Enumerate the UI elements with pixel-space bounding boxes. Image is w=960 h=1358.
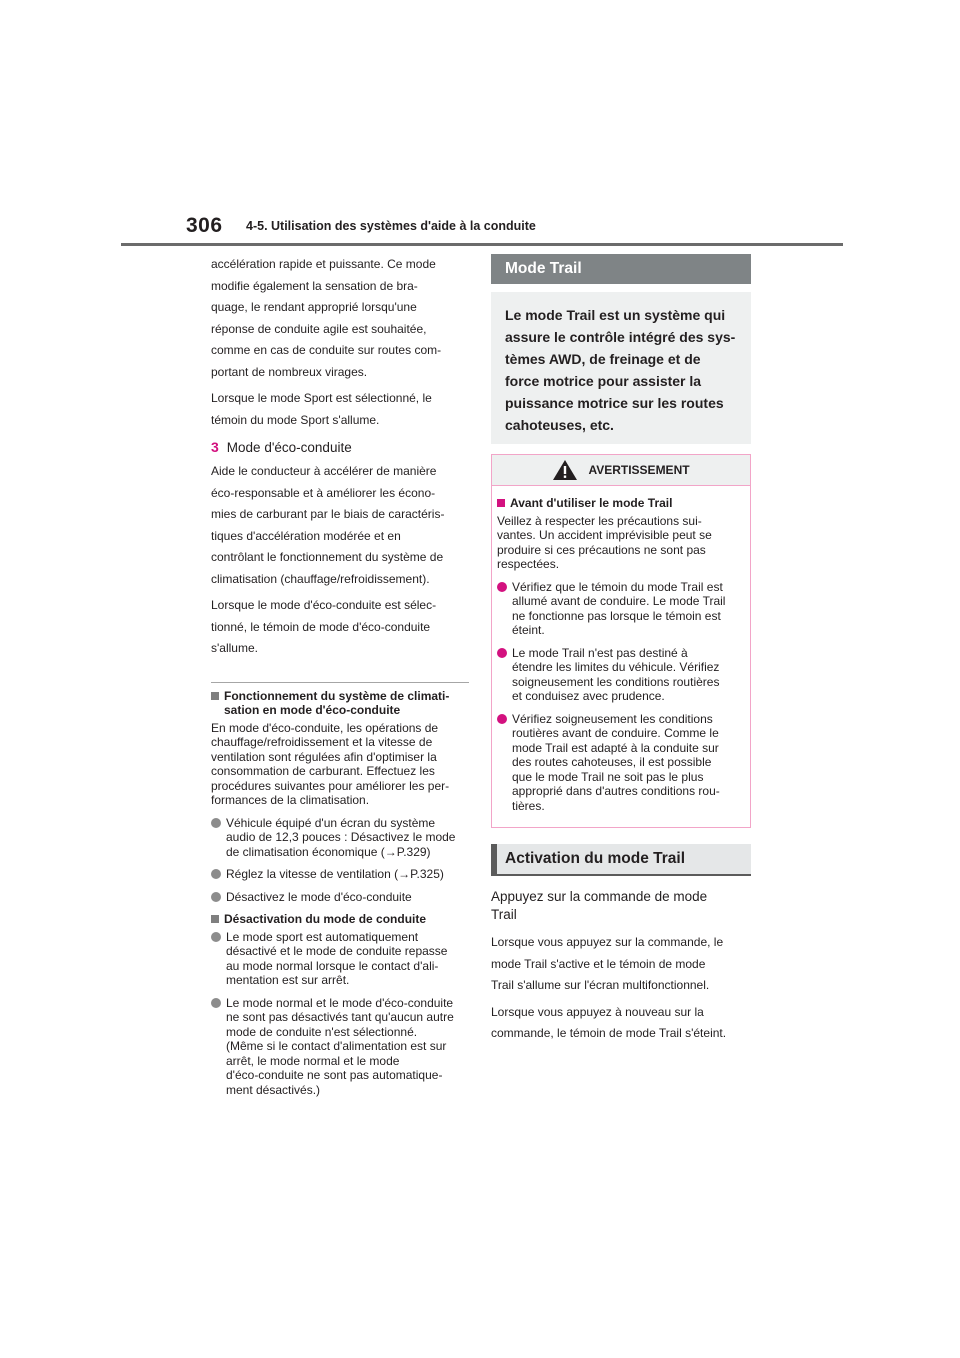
paragraph [211, 254, 469, 383]
warning-header [492, 455, 750, 486]
warning-title: AVERTISSEMENT [588, 463, 690, 477]
text-line: arrêt, le mode normal et le mode [226, 1053, 400, 1068]
text-line: au mode normal lorsque le contact d'ali- [226, 958, 439, 973]
text-line: ne sont pas désactivés tant qu'aucun autre [226, 1010, 454, 1024]
list-item [211, 930, 469, 988]
bullet-dot-icon [497, 582, 507, 592]
list-item-text [226, 890, 412, 905]
text-line: allumé avant de conduire. Le mode Trail [512, 594, 726, 608]
right-column [491, 254, 751, 1050]
text-line: chauffage/refroidissement et la vitesse de [211, 735, 433, 749]
text-line: respectées. [497, 557, 560, 571]
chapter-title: 4-5. Utilisation des systèmes d'aide à la conduite [246, 219, 536, 233]
bullet-dot-icon [211, 998, 221, 1008]
text-line: comme en cas de conduite sur routes com- [211, 343, 442, 357]
text-line: cahoteuses, etc. [505, 417, 614, 433]
text-line: approprié dans d'autres conditions rou- [512, 784, 720, 798]
text-line: tèmes AWD, de freinage et de [505, 351, 701, 367]
text-line: Lorsque le mode Sport est sélectionné, le [211, 391, 432, 405]
text-line: tières. [512, 798, 545, 813]
square-bullet-icon [211, 915, 219, 923]
text-line: mentation est sur arrêt. [226, 973, 350, 987]
note-heading [497, 496, 745, 511]
text-line: tiques d'accélération modérée et en [211, 528, 401, 543]
list-item [497, 712, 745, 814]
text-line: témoin du mode Sport s'allume. [211, 412, 380, 427]
text-line: quage, le rendant approprié lorsqu'une [211, 300, 417, 314]
intro-box [491, 292, 751, 444]
step-number: 3 [211, 439, 219, 455]
text-line: formances de la climatisation. [211, 793, 370, 807]
text-line: et conduisez avec prudence. [512, 689, 665, 703]
paragraph [491, 932, 751, 997]
text-line: portant de nombreux virages. [211, 364, 368, 379]
text-line: Lorsque le mode d'éco-conduite est sélec- [211, 598, 437, 612]
text-line: Le mode normal et le mode d'éco-conduite [226, 995, 454, 1010]
list-item [211, 816, 469, 860]
header-rule [121, 243, 843, 246]
note-heading-text [510, 496, 672, 511]
list-item-text [512, 646, 719, 704]
text-line: Vérifiez que le témoin du mode Trail est [512, 579, 723, 594]
section-title: Activation du mode Trail [505, 850, 685, 867]
text-line: Trail s'allume sur l'écran multifonctionnel. [491, 978, 710, 992]
paragraph [211, 388, 469, 431]
text-line: mode de conduite n'est sélectionné. [226, 1024, 418, 1039]
text-line: tionné, le témoin de mode d'éco-conduite [211, 619, 431, 634]
text-line: éco-responsable et à améliorer les écono- [211, 485, 436, 500]
note-heading-text [224, 689, 449, 718]
step-label: Mode d'éco-conduite [226, 440, 352, 455]
text-line: Désactivation du mode de conduite [224, 912, 427, 926]
list-item-text [226, 816, 455, 860]
text-line: Désactivez le mode d'éco-conduite [226, 889, 412, 904]
text-line: mies de carburant par le biais de caractéris- [211, 507, 445, 521]
step-heading [211, 439, 469, 455]
text-line: Réglez la vitesse de ventilation (→P.325) [226, 867, 444, 881]
text-line: routières avant de conduire. Comme le [512, 726, 719, 740]
list-item-text [512, 712, 720, 814]
text-line: produire si ces précautions ne sont pas [497, 542, 706, 557]
warning-box [491, 454, 751, 828]
text-line: contrôlant le fonctionnement du système de [211, 550, 444, 564]
text-line: climatisation (chauffage/refroidissement). [211, 571, 430, 586]
note-heading-text [224, 912, 426, 927]
list-item-text [512, 580, 725, 638]
text-line: Lorsque vous appuyez sur la commande, le [491, 935, 724, 949]
text-line: procédures suivantes pour améliorer les per- [211, 778, 450, 793]
page-number: 306 [186, 214, 223, 237]
text-line: audio de 12,3 pouces : Désactivez le mode [226, 830, 456, 844]
square-bullet-icon [497, 499, 505, 507]
text-line: Aide le conducteur à accélérer de manière [211, 464, 437, 478]
text-line: Avant d'utiliser le mode Trail [510, 496, 673, 510]
note-heading [211, 689, 469, 718]
text-line: Lorsque vous appuyez à nouveau sur la [491, 1004, 704, 1019]
paragraph [211, 595, 469, 660]
bullet-dot-icon [497, 714, 507, 724]
text-line: ventilation sont régulées afin d'optimiser la [211, 749, 437, 764]
text-line: Le mode sport est automatiquement [226, 929, 419, 944]
text-line: modifie également la sensation de bra- [211, 278, 418, 293]
list-item-text [226, 867, 444, 882]
text-line: étendre les limites du véhicule. Vérifiez [512, 660, 720, 674]
text-line: ne fonctionne pas lorsque le témoin est [512, 608, 721, 623]
text-line: ment désactivés.) [226, 1082, 321, 1097]
text-line: s'allume. [211, 641, 258, 655]
text-line: Le mode Trail n'est pas destiné à [512, 645, 688, 660]
text-line: Veillez à respecter les précautions sui- [497, 513, 702, 528]
list-item-text [226, 996, 454, 1098]
text-line: Vérifiez soigneusement les conditions [512, 711, 713, 726]
text-line: assure le contrôle intégré des sys- [505, 329, 736, 345]
note-text [211, 721, 469, 808]
text-line: En mode d'éco-conduite, les opérations de [211, 720, 439, 735]
warning-body [492, 486, 750, 813]
bullet-dot-icon [497, 648, 507, 658]
text-line: vantes. Un accident imprévisible peut se [497, 528, 712, 542]
text-line: Appuyez sur la commande de mode [491, 889, 708, 904]
text-line: mode Trail s'active et le témoin de mode [491, 956, 706, 971]
note-text [497, 514, 745, 572]
left-column [211, 254, 469, 1105]
text-line: Le mode Trail est un système qui [505, 307, 726, 323]
bullet-dot-icon [211, 892, 221, 902]
warning-triangle-icon [552, 459, 578, 481]
paragraph [211, 461, 469, 590]
text-line: mode Trail est adapté à la conduite sur [512, 740, 719, 755]
list-item [211, 890, 469, 905]
square-bullet-icon [211, 692, 219, 700]
text-line: éteint. [512, 623, 545, 637]
text-line: accélération rapide et puissante. Ce mode [211, 257, 436, 271]
list-item [211, 867, 469, 882]
text-line: (Même si le contact d'alimentation est sur [226, 1039, 447, 1053]
note-heading [211, 912, 469, 927]
text-line: consommation de carburant. Effectuez les [211, 764, 435, 778]
text-line: force motrice pour assister la [505, 373, 702, 389]
action-instruction [491, 888, 751, 924]
text-line: soigneusement les conditions routières [512, 674, 720, 689]
text-line: sation en mode d'éco-conduite [224, 703, 401, 717]
bullet-dot-icon [211, 932, 221, 942]
section-title: Mode Trail [505, 260, 582, 277]
bullet-dot-icon [211, 818, 221, 828]
text-line: désactivé et le mode de conduite repasse [226, 944, 448, 958]
text-line: d'éco-conduite ne sont pas automatique- [226, 1068, 443, 1082]
text-line: commande, le témoin de mode Trail s'éteint. [491, 1026, 727, 1040]
text-line: Trail [491, 907, 517, 922]
section-header [491, 844, 751, 876]
section-header [491, 254, 751, 284]
text-line: Fonctionnement du système de climati- [224, 688, 450, 703]
list-item [497, 580, 745, 638]
paragraph [491, 1002, 751, 1045]
bullet-dot-icon [211, 869, 221, 879]
text-line: réponse de conduite agile est souhaitée, [211, 321, 427, 336]
list-item [211, 996, 469, 1098]
section-divider [211, 682, 469, 683]
text-line: de climatisation économique (→P.329) [226, 844, 431, 859]
list-item-text [226, 930, 447, 988]
list-item [497, 646, 745, 704]
text-line: Véhicule équipé d'un écran du système [226, 815, 436, 830]
text-line: puissance motrice sur les routes [505, 395, 724, 411]
text-line: que le mode Trail ne soit pas le plus [512, 769, 704, 784]
text-line: des routes cahoteuses, il est possible [512, 755, 712, 769]
